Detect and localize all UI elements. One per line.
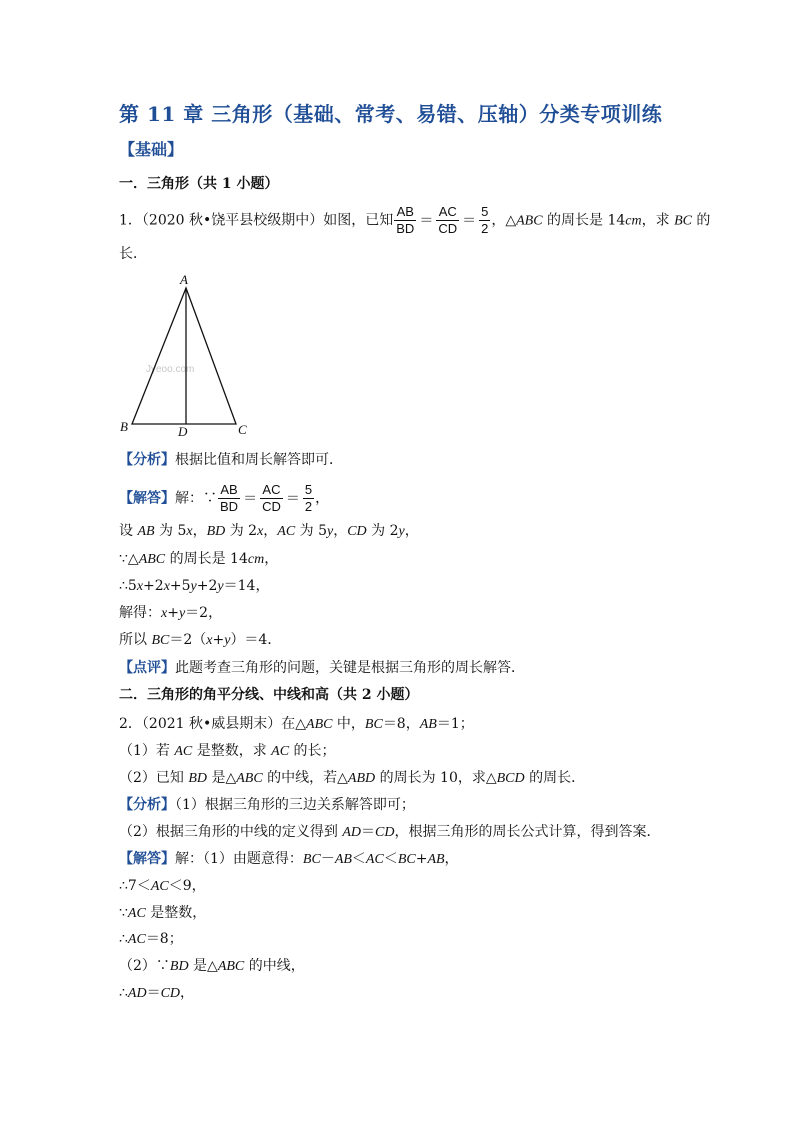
triangle-figure	[112, 268, 262, 443]
question-2-part-2: （2）已知 BD 是△ABC 的中线，若△ABD 的周长为 10，求△BCD 的周长．	[119, 770, 586, 786]
question-2-part-1: （1）若 AC 是整数，求 AC 的长；	[119, 743, 336, 759]
question-1-stem: 1．（2020 秋•饶平县校级期中）如图，已知 $\frac{AB}{BD}$ ＝ $\frac{AC}{CD}$ ＝ $\frac{5}{2}$ ，△ABC 的周长是 14cm，求 BC 的	[119, 204, 711, 236]
section-heading-2: 二．三角形的角平分线、中线和高（共 2 小题）	[119, 687, 419, 703]
question-1-stem-cont: 长．	[119, 246, 147, 262]
q1-analysis: 【分析】根据比值和周长解答即可．	[119, 452, 343, 468]
q1-answer-line-3: ∴5x+2x+5y+2y＝14，	[119, 578, 270, 594]
q2-answer-line-3: ∵AC 是整数，	[119, 905, 207, 921]
figure-label-a: A	[180, 272, 188, 287]
fraction-ac-cd: $\frac{AC}{CD}$	[438, 204, 458, 236]
figure-watermark: Jyeoo.com	[146, 364, 195, 375]
q2-analysis-1: 【分析】（1）根据三角形的三边关系解答即可；	[119, 797, 415, 813]
q1-answer-line-1: 设 AB 为 5x，BD 为 2x，AC 为 5y，CD 为 2y，	[119, 523, 419, 539]
q2-answer-line-4: ∴AC＝8；	[119, 931, 183, 947]
fraction-ab-bd: $\frac{AB}{BD}$	[396, 204, 415, 236]
q1-answer-start: 【解答】解：∵ $\frac{AB}{BD}$ ＝ $\frac{AC}{CD}$ ＝ $\frac{5}{2}$ ，	[119, 482, 330, 514]
triangle-abc	[132, 288, 236, 424]
q2-answer-line-2: ∴7＜AC＜9，	[119, 878, 206, 894]
q1-answer-line-4: 解得：x+y＝2，	[119, 605, 223, 621]
page-title: 第 11 章 三角形（基础、常考、易错、压轴）分类专项训练	[119, 102, 663, 126]
q1-answer-line-5: 所以 BC＝2（x+y）＝4．	[119, 632, 282, 648]
question-2-stem: 2．（2021 秋•威县期末）在△ABC 中，BC＝8，AB＝1；	[119, 716, 474, 732]
section-heading-1: 一．三角形（共 1 小题）	[119, 176, 279, 192]
figure-label-c: C	[238, 422, 247, 437]
fraction-5-2: $\frac{5}{2}$	[481, 204, 489, 236]
q2-answer-line-1: 【解答】解：（1）由题意得：BC－AB＜AC＜BC+AB，	[119, 851, 459, 867]
figure-label-d: D	[178, 424, 188, 439]
q1-comment: 【点评】此题考查三角形的问题，关键是根据三角形的周长解答．	[119, 660, 525, 676]
q2-answer-line-5: （2）∵BD 是△ABC 的中线，	[119, 958, 305, 974]
q1-answer-line-2: ∵△ABC 的周长是 14cm，	[119, 551, 279, 567]
level-tag: 【基础】	[119, 140, 184, 159]
q2-analysis-2: （2）根据三角形的中线的定义得到 AD＝CD，根据三角形的周长公式计算，得到答案．	[119, 824, 661, 840]
q2-answer-line-6: ∴AD＝CD，	[119, 985, 195, 1001]
figure-label-b: B	[120, 419, 128, 434]
